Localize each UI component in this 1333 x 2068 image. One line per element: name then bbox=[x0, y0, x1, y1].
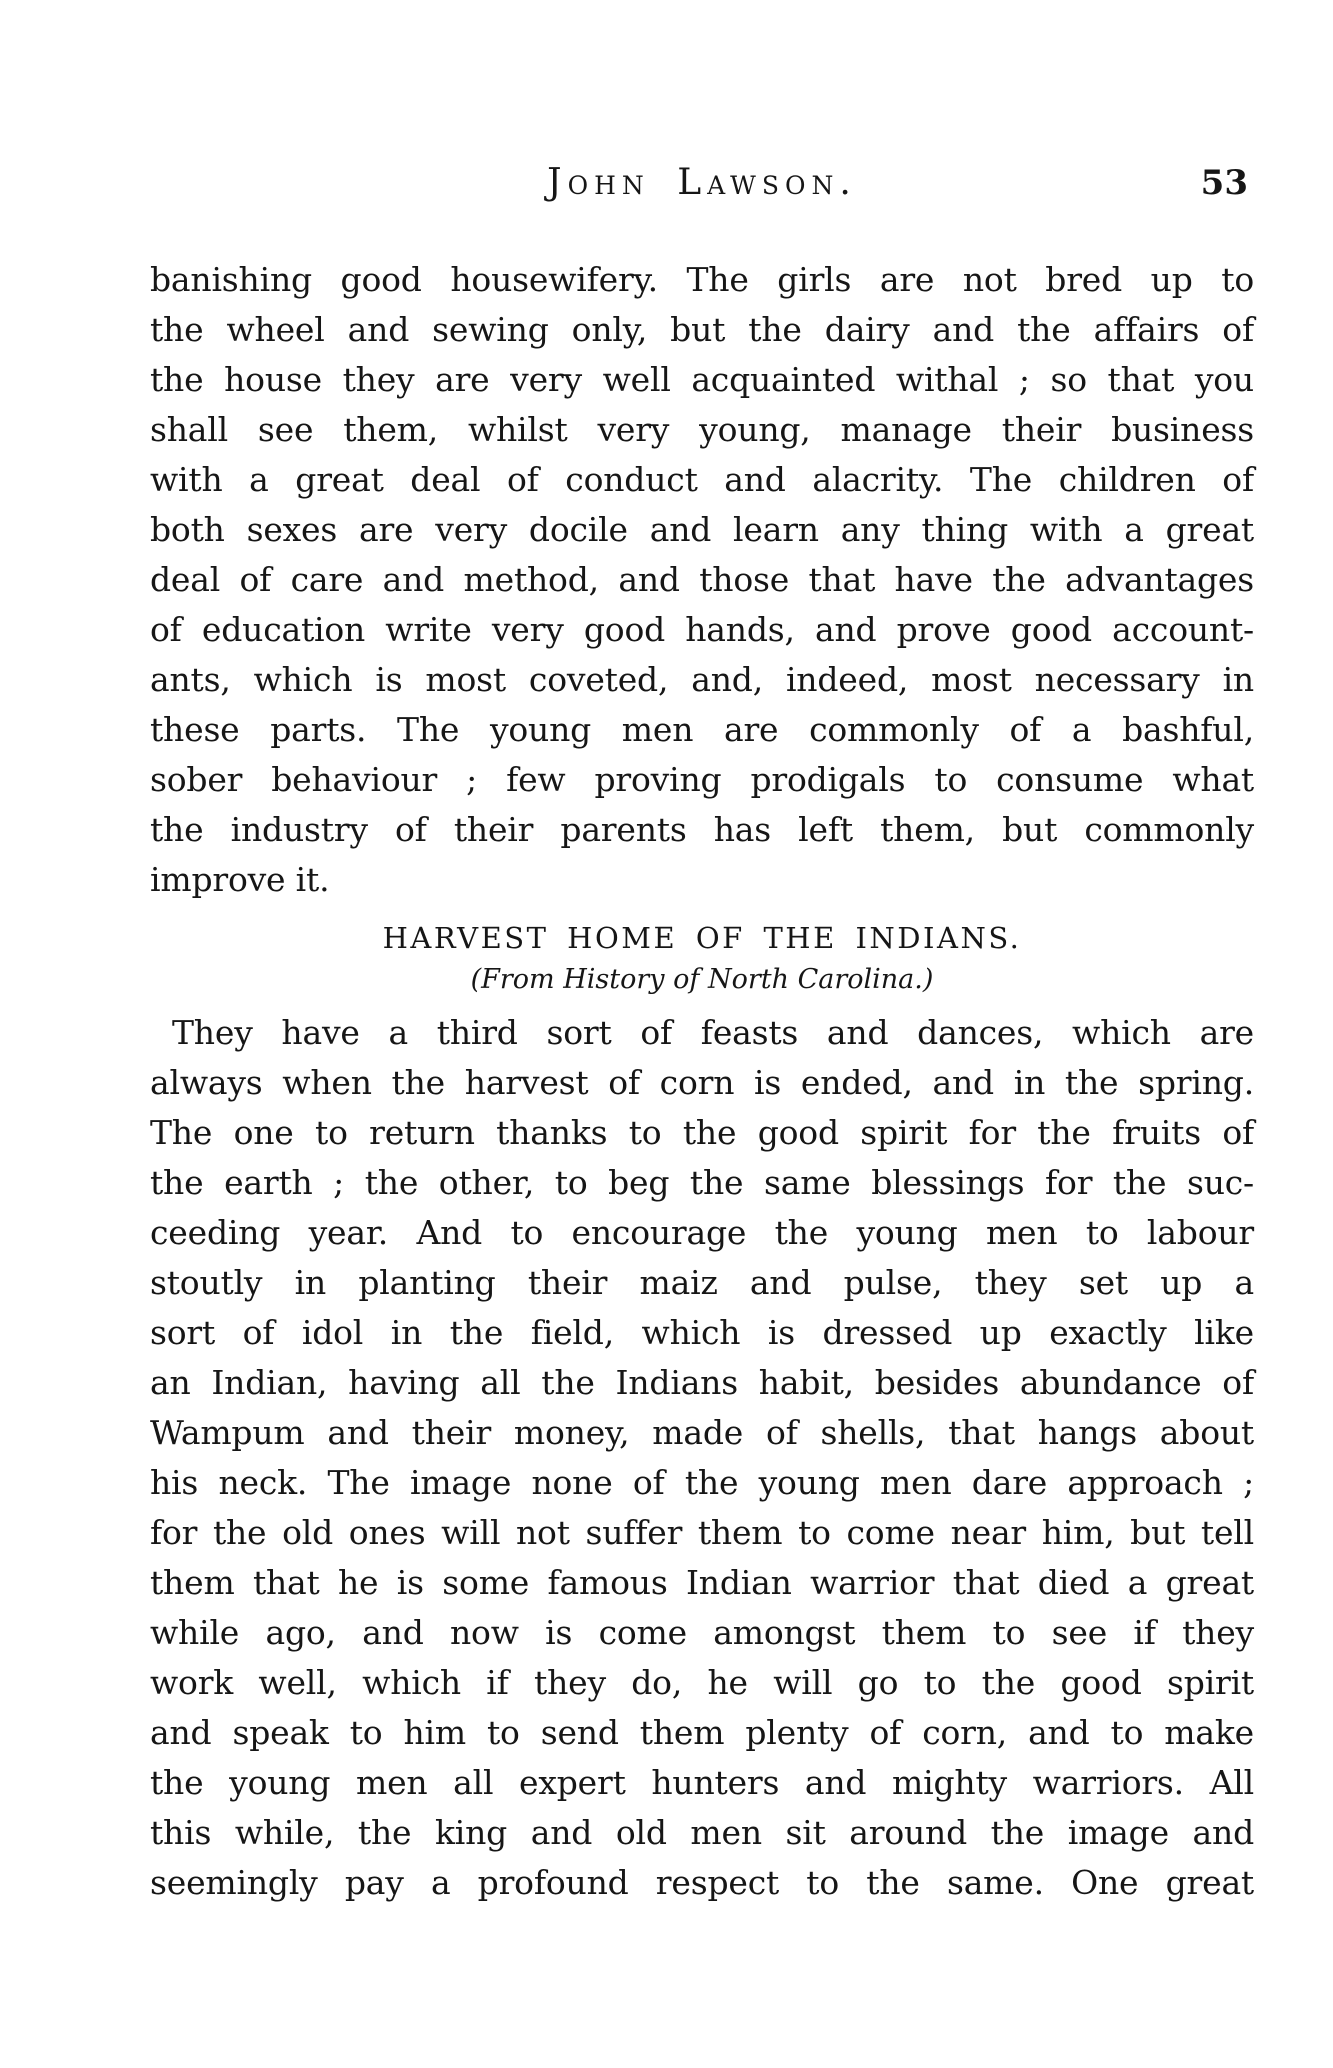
text-line: The one to return thanks to the good spirit for the fruits of bbox=[150, 1113, 1254, 1152]
text-line: of education write very good hands, and prove good account- bbox=[150, 610, 1254, 649]
page-header bbox=[150, 158, 1254, 208]
text-line: work well, which if they do, he will go to the good spirit bbox=[150, 1663, 1254, 1702]
text-line: sort of idol in the field, which is dressed up exactly like bbox=[150, 1313, 1254, 1352]
text-line: improve it. bbox=[150, 860, 330, 899]
text-line: them that he is some famous Indian warrior that died a great bbox=[150, 1563, 1254, 1602]
text-line: these parts. The young men are commonly of a bashful, bbox=[150, 710, 1254, 749]
text-line: while ago, and now is come amongst them to see if they bbox=[150, 1613, 1254, 1652]
text-line: deal of care and method, and those that have the advantages bbox=[150, 560, 1254, 599]
text-line: the house they are very well acquainted withal ; so that you bbox=[150, 360, 1254, 399]
section-attribution: (From History of North Carolina.) bbox=[470, 964, 934, 995]
section-heading: HARVEST HOME OF THE INDIANS. bbox=[382, 921, 1022, 955]
running-title: John Lawson. bbox=[547, 162, 857, 203]
text-line: the wheel and sewing only, but the dairy and the affairs of bbox=[150, 310, 1254, 349]
text-line: for the old ones will not suffer them to come near him, but tell bbox=[150, 1513, 1254, 1552]
text-line: and speak to him to send them plenty of corn, and to make bbox=[150, 1713, 1254, 1752]
text-line: both sexes are very docile and learn any thing with a great bbox=[150, 510, 1254, 549]
text-line: always when the harvest of corn is ended, and in the spring. bbox=[150, 1063, 1254, 1102]
text-line: his neck. The image none of the young men dare approach ; bbox=[150, 1463, 1254, 1502]
text-line: ceeding year. And to encourage the young men to labour bbox=[150, 1213, 1254, 1252]
text-line: banishing good housewifery. The girls are not bred up to bbox=[150, 260, 1254, 299]
text-line: with a great deal of conduct and alacrity. The children of bbox=[150, 460, 1254, 499]
page-number: 53 bbox=[1200, 163, 1248, 203]
text-line: shall see them, whilst very young, manage their business bbox=[150, 410, 1254, 449]
paragraph-housewifery bbox=[150, 255, 1254, 905]
text-line: seemingly pay a profound respect to the same. One great bbox=[150, 1863, 1254, 1902]
text-line: sober behaviour ; few proving prodigals to consume what bbox=[150, 760, 1254, 799]
text-line: ants, which is most coveted, and, indeed, most necessary in bbox=[150, 660, 1254, 699]
text-line: the young men all expert hunters and mighty warriors. All bbox=[150, 1763, 1254, 1802]
text-line: stoutly in planting their maiz and pulse, they set up a bbox=[150, 1263, 1254, 1302]
text-line: the industry of their parents has left them, but commonly bbox=[150, 810, 1254, 849]
text-line: this while, the king and old men sit around the image and bbox=[150, 1813, 1254, 1852]
text-line: They have a third sort of feasts and dances, which are bbox=[172, 1013, 1254, 1052]
text-line: an Indian, having all the Indians habit, besides abundance of bbox=[150, 1363, 1254, 1402]
text-line: the earth ; the other, to beg the same blessings for the suc- bbox=[150, 1163, 1254, 1202]
text-line: Wampum and their money, made of shells, that hangs about bbox=[150, 1413, 1254, 1452]
paragraph-harvest-home bbox=[150, 1008, 1254, 1908]
